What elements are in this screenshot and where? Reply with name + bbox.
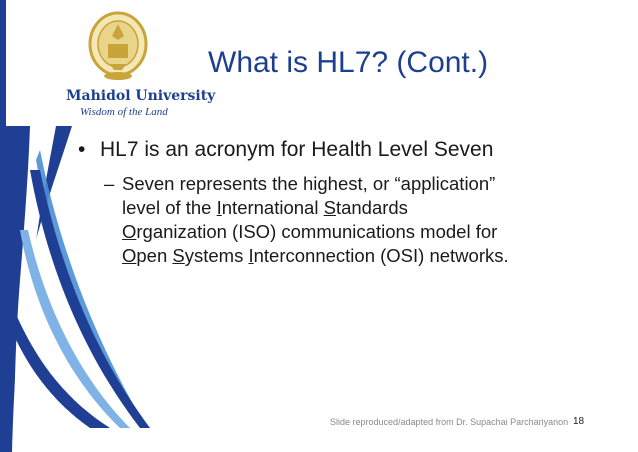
mahidol-seal-icon xyxy=(88,10,148,82)
footer-credit: Slide reproduced/adapted from Dr. Supachai Parchariyanon xyxy=(330,417,569,427)
bullet-text: HL7 is an acronym for Health Level Seven xyxy=(100,138,494,161)
sub-bullet-line-4: Open Systems Interconnection (OSI) networks. xyxy=(122,245,509,266)
page-number: 18 xyxy=(573,416,585,427)
bullet-item xyxy=(78,138,493,162)
university-motto: Wisdom of the Land xyxy=(80,106,168,118)
sub-bullet-item xyxy=(104,172,592,268)
sub-bullet-line-2: level of the International Standards xyxy=(122,197,408,218)
sub-bullet-dash: – xyxy=(104,173,115,194)
university-name: Mahidol University xyxy=(66,88,216,104)
sub-bullet-line-3: Organization (ISO) communications model for xyxy=(122,221,498,242)
bullet-marker: • xyxy=(78,138,86,161)
sub-bullet-line-1: Seven represents the highest, or “application” xyxy=(122,173,496,194)
slide-title: What is HL7? (Cont.) xyxy=(208,46,489,79)
